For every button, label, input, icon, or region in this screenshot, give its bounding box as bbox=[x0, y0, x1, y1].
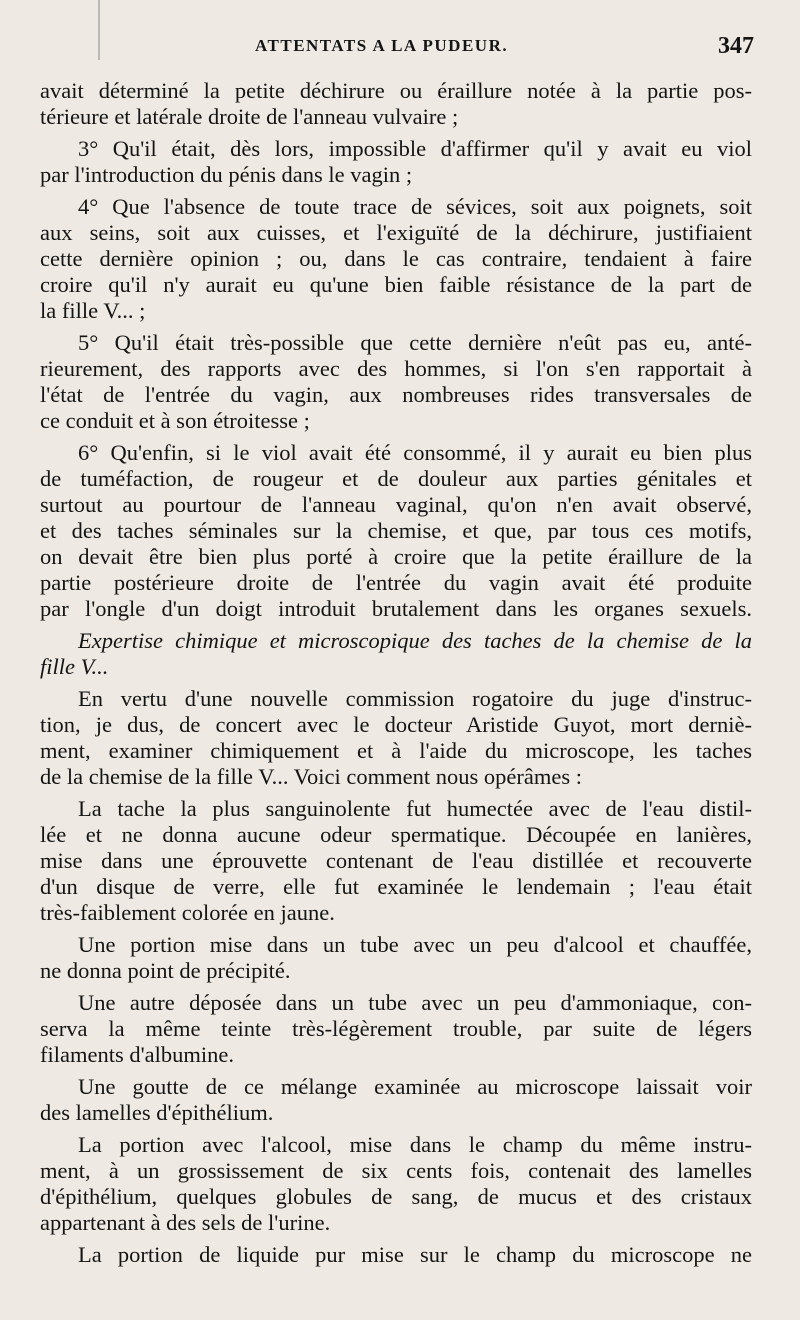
text-line: on devait être bien plus porté à croire que la petite éraillure de la bbox=[40, 544, 752, 569]
paragraph bbox=[40, 686, 752, 790]
text-line: aux seins, soit aux cuisses, et l'exiguïté de la déchirure, justifiaient bbox=[40, 220, 752, 245]
page-number: 347 bbox=[718, 33, 754, 59]
text-line: très-faiblement colorée en jaune. bbox=[40, 900, 335, 925]
paragraph bbox=[40, 1242, 752, 1268]
text-line: partie postérieure droite de l'entrée du vagin avait été produite bbox=[40, 570, 752, 595]
text-line: d'un disque de verre, elle fut examinée le lendemain ; l'eau était bbox=[40, 874, 752, 899]
text-line: Une goutte de ce mélange examinée au microscope laissait voir bbox=[78, 1074, 752, 1099]
text-line: de tuméfaction, de rougeur et de douleur aux parties génitales et bbox=[40, 466, 752, 491]
paragraph bbox=[40, 1074, 752, 1126]
paragraph bbox=[40, 330, 752, 434]
text-line: fille V... bbox=[40, 654, 109, 679]
text-line: ce conduit et à son étroitesse ; bbox=[40, 408, 310, 433]
text-line: 6° Qu'enfin, si le viol avait été consommé, il y aurait eu bien plus bbox=[78, 440, 752, 465]
scan-fold-mark bbox=[98, 0, 100, 60]
text-line: La portion avec l'alcool, mise dans le champ du même instru- bbox=[78, 1132, 752, 1157]
paragraph bbox=[40, 440, 752, 622]
text-line: Une autre déposée dans un tube avec un peu d'ammoniaque, con- bbox=[78, 990, 752, 1015]
text-line: cette dernière opinion ; ou, dans le cas contraire, tendaient à faire bbox=[40, 246, 752, 271]
text-line: par l'ongle d'un doigt introduit brutalement dans les organes sexuels. bbox=[40, 596, 752, 621]
text-line: lée et ne donna aucune odeur spermatique. Découpée en lanières, bbox=[40, 822, 752, 847]
text-line: 5° Qu'il était très-possible que cette dernière n'eût pas eu, anté- bbox=[78, 330, 752, 355]
paragraph bbox=[40, 1132, 752, 1236]
text-line: avait déterminé la petite déchirure ou éraillure notée à la partie pos- bbox=[40, 78, 752, 103]
paragraph bbox=[40, 932, 752, 984]
text-line: et des taches séminales sur la chemise, et que, par tous ces motifs, bbox=[40, 518, 752, 543]
text-line: appartenant à des sels de l'urine. bbox=[40, 1210, 331, 1235]
running-title: ATTENTATS A LA PUDEUR. bbox=[255, 36, 509, 55]
paragraph bbox=[40, 194, 752, 324]
body-text bbox=[40, 78, 752, 1274]
text-line: filaments d'albumine. bbox=[40, 1042, 235, 1067]
text-line: La tache la plus sanguinolente fut humectée avec de l'eau distil- bbox=[78, 796, 752, 821]
text-line: serva la même teinte très-légèrement trouble, par suite de légers bbox=[40, 1016, 752, 1041]
text-line: surtout au pourtour de l'anneau vaginal, qu'on n'en avait observé, bbox=[40, 492, 752, 517]
text-line: ment, à un grossissement de six cents fois, contenait des lamelles bbox=[40, 1158, 752, 1183]
text-line: par l'introduction du pénis dans le vagin ; bbox=[40, 162, 413, 187]
text-line: En vertu d'une nouvelle commission rogatoire du juge d'instruc- bbox=[78, 686, 752, 711]
text-line: mise dans une éprouvette contenant de l'eau distillée et recouverte bbox=[40, 848, 752, 873]
paragraph bbox=[40, 78, 752, 130]
text-line: de la chemise de la fille V... Voici comment nous opérâmes : bbox=[40, 764, 582, 789]
paragraph bbox=[40, 136, 752, 188]
text-line: 4° Que l'absence de toute trace de sévices, soit aux poignets, soit bbox=[78, 194, 752, 219]
text-line: 3° Qu'il était, dès lors, impossible d'affirmer qu'il y avait eu viol bbox=[78, 136, 752, 161]
paragraph bbox=[40, 990, 752, 1068]
text-line: tion, je dus, de concert avec le docteur Aristide Guyot, mort derniè- bbox=[40, 712, 752, 737]
text-line: la fille V... ; bbox=[40, 298, 146, 323]
text-line: rieurement, des rapports avec des hommes, si l'on s'en rapportait à bbox=[40, 356, 752, 381]
section-heading bbox=[40, 628, 752, 680]
paragraph bbox=[40, 796, 752, 926]
text-line: ment, examiner chimiquement et à l'aide du microscope, les taches bbox=[40, 738, 752, 763]
text-line: Une portion mise dans un tube avec un peu d'alcool et chauffée, bbox=[78, 932, 752, 957]
text-line: l'état de l'entrée du vagin, aux nombreuses rides transversales de bbox=[40, 382, 752, 407]
text-line: des lamelles d'épithélium. bbox=[40, 1100, 274, 1125]
page-header bbox=[255, 33, 754, 66]
text-line: Expertise chimique et microscopique des taches de la chemise de la bbox=[78, 628, 752, 653]
text-line: d'épithélium, quelques globules de sang, de mucus et des cristaux bbox=[40, 1184, 752, 1209]
text-line: térieure et latérale droite de l'anneau vulvaire ; bbox=[40, 104, 459, 129]
text-line: croire qu'il n'y aurait eu qu'une bien faible résistance de la part de bbox=[40, 272, 752, 297]
text-line: ne donna point de précipité. bbox=[40, 958, 291, 983]
text-line: La portion de liquide pur mise sur le champ du microscope ne bbox=[78, 1242, 752, 1267]
